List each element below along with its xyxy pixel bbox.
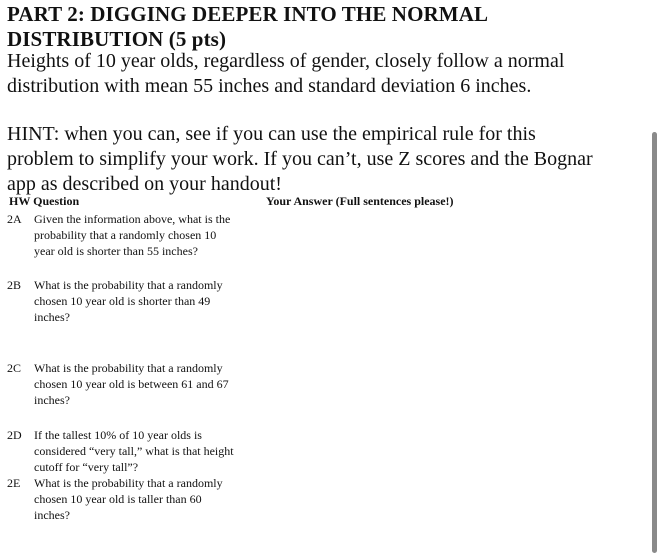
hint-line: HINT: when you can, see if you can use the empirical rule for this [7, 123, 536, 145]
question-number: 2C [7, 361, 22, 375]
intro-line: Heights of 10 year olds, regardless of gender, closely follow a normal [7, 50, 565, 72]
question-number: 2B [7, 278, 22, 292]
question-column-header: HW Question [9, 194, 80, 208]
page-title [7, 2, 607, 52]
hint-line: app as described on your handout! [7, 173, 282, 195]
question-line: cutoff for “very tall”? [34, 460, 139, 474]
question-line: considered “very tall,” what is that height [34, 444, 234, 458]
question-line: What is the probability that a randomly [34, 278, 223, 292]
intro-paragraph [7, 49, 627, 99]
question-text [34, 475, 266, 523]
hint-line: problem to simplify your work. If you can’t, use Z scores and the Bognar [7, 148, 593, 170]
question-number: 2E [7, 476, 21, 490]
vertical-scrollbar[interactable] [652, 132, 657, 553]
question-line: inches? [34, 393, 70, 407]
answer-column-header: Your Answer (Full sentences please!) [266, 194, 454, 208]
question-line: chosen 10 year old is between 61 and 67 [34, 377, 229, 391]
question-line: year old is shorter than 55 inches? [34, 244, 198, 258]
question-line: chosen 10 year old is shorter than 49 [34, 294, 211, 308]
title-line: PART 2: DIGGING DEEPER INTO THE NORMAL [7, 2, 489, 26]
question-line: inches? [34, 508, 70, 522]
question-text [34, 277, 266, 325]
question-line: What is the probability that a randomly [34, 361, 223, 375]
title-line: DISTRIBUTION (5 pts) [7, 27, 227, 51]
question-text [34, 211, 266, 259]
question-line: probability that a randomly chosen 10 [34, 228, 217, 242]
question-number: 2A [7, 212, 22, 226]
hint-paragraph [7, 122, 632, 197]
question-text [34, 360, 266, 408]
question-number: 2D [7, 428, 22, 442]
question-line: What is the probability that a randomly [34, 476, 223, 490]
question-line: Given the information above, what is the [34, 212, 231, 226]
question-line: If the tallest 10% of 10 year olds is [34, 428, 202, 442]
question-text [34, 427, 266, 475]
question-line: inches? [34, 310, 70, 324]
intro-line: distribution with mean 55 inches and standard deviation 6 inches. [7, 75, 532, 97]
question-line: chosen 10 year old is taller than 60 [34, 492, 202, 506]
